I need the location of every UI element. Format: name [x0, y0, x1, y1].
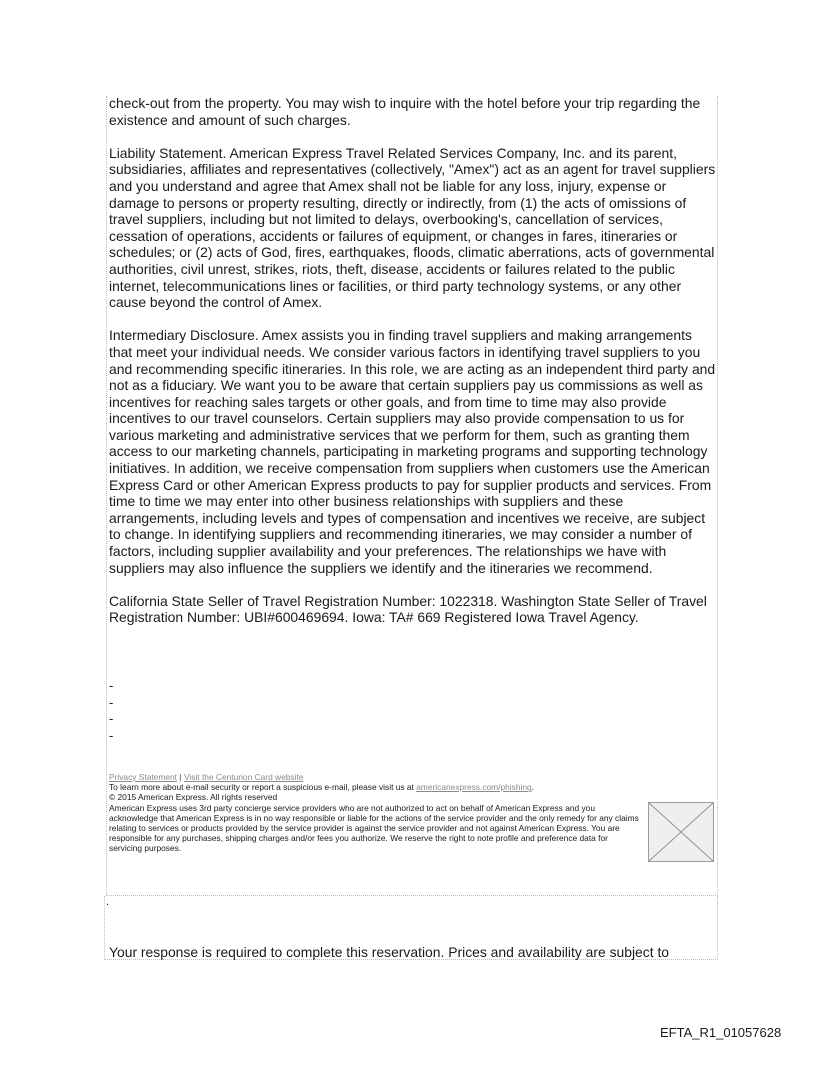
centurion-card-link[interactable]: Visit the Centurion Card website: [183, 772, 304, 782]
security-text: To learn more about e-mail security or report a suspicious e-mail, please visit us at: [109, 782, 414, 793]
dot-mark: .: [106, 896, 110, 908]
dash-line: -: [109, 727, 114, 743]
liability-paragraph: Liability Statement. American Express Travel Related Services Company, Inc. and its parent, subsidiaries, affiliates and representatives (collectively, "Amex") act as an agent for travel suppliers and you understand and agree that Amex shall not be liable for any loss, injury, expense or damage to persons or property resulting, directly or indirectly, from (1) the acts of omissions of travel suppliers, including but not limited to delays, overbooking's, cancellation of services, cessation of operations, accidents or failures of equipment, or changes in fares, itineraries or schedules; or (2) acts of God, fires, earthquakes, floods, climatic aberrations, acts of governmental authorities, civil unrest, strikes, riots, theft, disease, accidents or failures related to the public internet, telecommunications lines or facilities, or third party technology systems, or any other cause beyond the control of Amex.: [109, 144, 716, 311]
registration-paragraph: California State Seller of Travel Registration Number: 1022318. Washington State Seller of Travel Registration Number: UBI#600469694. Iowa: TA# 669 Registered Iowa Travel Agency.: [109, 592, 707, 626]
document-id: EFTA_R1_01057628: [660, 1025, 782, 1040]
response-required-text: Your response is required to complete this reservation. Prices and availability are subject to: [109, 944, 670, 960]
dash-line: -: [109, 694, 114, 710]
email-body: [109, 95, 716, 643]
dash-line: -: [109, 678, 114, 693]
email-footer: [109, 772, 639, 854]
copyright-text: © 2015 American Express. All rights reserved: [109, 792, 278, 803]
checkout-paragraph: check-out from the property. You may wish to inquire with the hotel before your trip regarding the existence and amount of such charges.: [109, 95, 701, 128]
link-separator: |: [179, 772, 182, 782]
intermediary-paragraph: Intermediary Disclosure. Amex assists you in finding travel suppliers and making arrangements that meet your individual needs. We consider various factors in identifying travel suppliers to you and recommending specific itineraries. In this role, we are acting as an independent third party and not as a fiduciary. We want you to be aware that certain suppliers pay us commissions as well as incentives for reaching sales targets or other goals, and from time to time may also provide incentives to our travel counselors. Certain suppliers may also provide compensation to us for various marketing and administrative services that we perform for them, such as granting them access to our marketing channels, participating in marketing programs and supporting technology initiatives. In addition, we receive compensation from suppliers when customers use the American Express Card or other American Express products to pay for supplier products and services. From time to time we may enter into other business relationships with suppliers and these arrangements, including levels and types of compensation and incentives we receive, are subject to change. In identifying suppliers and recommending itineraries, we may consider a number of factors, including supplier availability and your preferences. The relationships we have with suppliers may also influence the suppliers we identify and the itineraries we recommend.: [109, 327, 716, 576]
dash-line: -: [109, 711, 114, 727]
dash-list: [109, 678, 113, 744]
security-line: To learn more about e-mail security or report a suspicious e-mail, please visit us at americanexpress.com/phishing.: [109, 782, 534, 793]
phishing-link[interactable]: americanexpress.com/phishing: [416, 782, 532, 793]
privacy-statement-link[interactable]: Privacy Statement: [109, 772, 177, 782]
footer-links: [109, 772, 639, 782]
broken-image-placeholder: [648, 802, 714, 862]
disclaimer-text: American Express uses 3rd party concierge service providers who are not authorized to act on behalf of American Express and you acknowledge that American Express is in no way responsible or liable for the actions of the service provider and the only remedy for any claims relating to services or products provided by the service provider is against the service provider and not against American Express. You are responsible for any purchases, shipping charges and/or fees you authorize. We reserve the right to note profile and preference data for servicing purposes.: [109, 802, 639, 854]
